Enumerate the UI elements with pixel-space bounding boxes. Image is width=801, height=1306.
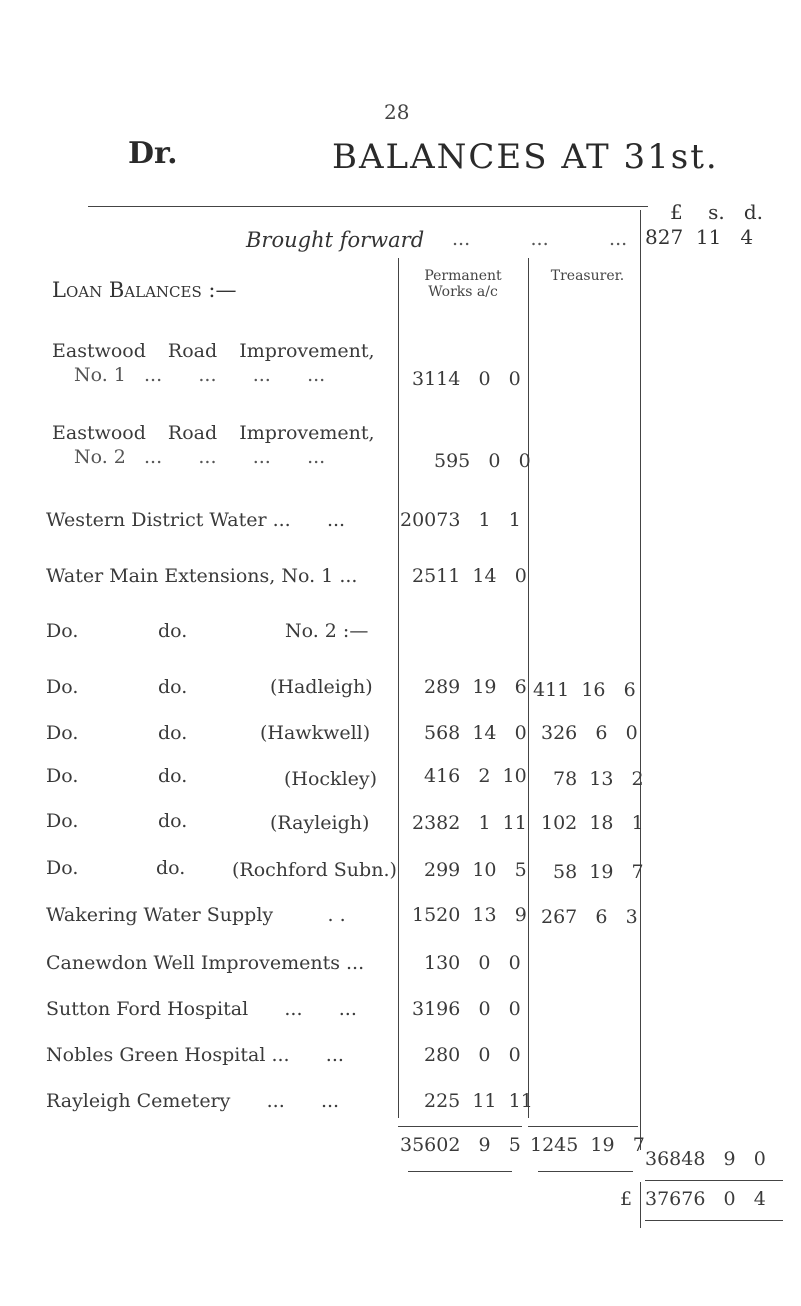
row-label: Western District Water ... ... bbox=[46, 509, 346, 531]
row-label: Sutton Ford Hospital ... ... bbox=[46, 998, 357, 1020]
row-perm-amount: 299 10 5 bbox=[424, 859, 527, 881]
row-perm-amount: 280 0 0 bbox=[424, 1044, 521, 1066]
row-label: Eastwood Road Improvement, bbox=[52, 340, 375, 362]
currency-heading: £ s. d. bbox=[670, 200, 764, 224]
row-do: Do. bbox=[46, 857, 79, 879]
treas-total-top-rule bbox=[528, 1126, 638, 1127]
rule-treas-left bbox=[528, 258, 529, 1118]
row-treas-amount: 58 19 7 bbox=[553, 861, 644, 883]
row-do: Do. bbox=[46, 810, 79, 832]
row-perm-amount: 3196 0 0 bbox=[412, 998, 521, 1020]
col-permanent-heading: Permanent Works a/c bbox=[424, 268, 502, 300]
row-perm-amount: 225 11 11 bbox=[424, 1090, 533, 1112]
grand-currency-symbol: £ bbox=[620, 1188, 633, 1210]
row-do-sub: do. bbox=[158, 810, 188, 832]
row-do: Do. bbox=[46, 765, 79, 787]
brought-forward-amount: 827 11 4 bbox=[645, 225, 754, 249]
row-label: Nobles Green Hospital ... ... bbox=[46, 1044, 344, 1066]
col-treasurer-heading: Treasurer. bbox=[550, 268, 625, 284]
row-sub-label: (Rochford Subn.) bbox=[232, 859, 397, 881]
brought-forward-label: Brought forward bbox=[246, 228, 425, 252]
row-perm-amount: 568 14 0 bbox=[424, 722, 527, 744]
perm-total: 35602 9 5 bbox=[400, 1134, 521, 1156]
row-label-cont: No. 2 ... ... ... ... bbox=[74, 446, 326, 468]
row-sub-label: (Rayleigh) bbox=[270, 812, 370, 834]
row-perm-amount: 130 0 0 bbox=[424, 952, 521, 974]
grand-left-rule bbox=[640, 1182, 641, 1228]
row-perm-amount: 289 19 6 bbox=[424, 676, 527, 698]
brought-forward-leader: ... ... ... bbox=[452, 228, 628, 250]
grand-total: 37676 0 4 bbox=[645, 1188, 766, 1210]
row-treas-amount: 411 16 6 bbox=[533, 679, 636, 701]
row-perm-amount: 2511 14 0 bbox=[412, 565, 527, 587]
rule-right-column bbox=[640, 210, 641, 1150]
row-perm-amount: 20073 1 1 bbox=[400, 509, 521, 531]
rule-perm-left bbox=[398, 258, 399, 1118]
treas-total-bottom-rule bbox=[538, 1171, 633, 1172]
row-perm-amount: 1520 13 9 bbox=[412, 904, 527, 926]
row-do: Do. bbox=[46, 620, 79, 642]
row-do: Do. bbox=[46, 722, 79, 744]
treas-total: 1245 19 7 bbox=[530, 1134, 645, 1156]
row-perm-amount: 595 0 0 bbox=[434, 450, 531, 472]
row-do-sub: do. bbox=[158, 722, 188, 744]
page-title: BALANCES AT 31st. bbox=[332, 137, 719, 177]
row-perm-amount: 2382 1 11 bbox=[412, 812, 527, 834]
row-label: Eastwood Road Improvement, bbox=[52, 422, 375, 444]
row-label: Canewdon Well Improvements ... bbox=[46, 952, 365, 974]
combined-total: 36848 9 0 bbox=[645, 1148, 766, 1170]
row-treas-amount: 102 18 1 bbox=[541, 812, 644, 834]
perm-total-bottom-rule bbox=[408, 1171, 512, 1172]
dr-label: Dr. bbox=[128, 136, 178, 171]
row-label: Water Main Extensions, No. 1 ... bbox=[46, 565, 358, 587]
row-sub-label: (Hockley) bbox=[284, 768, 378, 790]
row-sub-label: (Hadleigh) bbox=[270, 676, 373, 698]
grand-bottom-rule bbox=[645, 1220, 783, 1221]
perm-total-top-rule bbox=[398, 1126, 522, 1127]
row-label: Wakering Water Supply . . bbox=[46, 904, 346, 926]
row-treas-amount: 326 6 0 bbox=[541, 722, 638, 744]
row-label: Rayleigh Cemetery ... ... bbox=[46, 1090, 340, 1112]
row-do-sub: do. bbox=[158, 765, 188, 787]
row-label-cont: No. 1 ... ... ... ... bbox=[74, 364, 326, 386]
row-treas-amount: 78 13 2 bbox=[553, 768, 644, 790]
loan-balances-heading: Loan Balances :— bbox=[52, 278, 237, 302]
row-do-sub: do. bbox=[158, 620, 188, 642]
row-sub-label: (Hawkwell) bbox=[260, 722, 371, 744]
combined-bottom-rule bbox=[645, 1180, 783, 1181]
row-treas-amount: 267 6 3 bbox=[541, 906, 638, 928]
header-rule bbox=[88, 206, 648, 207]
row-perm-amount: 3114 0 0 bbox=[412, 368, 521, 390]
row-do-sub: do. bbox=[158, 676, 188, 698]
page-number: 28 bbox=[384, 100, 410, 124]
row-do: Do. bbox=[46, 676, 79, 698]
row-do-sub: do. bbox=[156, 857, 186, 879]
row-perm-amount: 416 2 10 bbox=[424, 765, 527, 787]
row-sub-label: No. 2 :— bbox=[285, 620, 369, 642]
